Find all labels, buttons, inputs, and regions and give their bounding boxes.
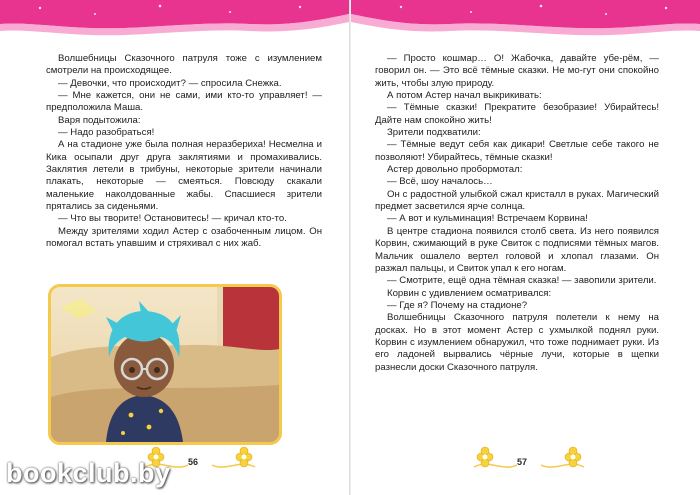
right-paragraph: Корвин с удивлением осматривался: (387, 287, 552, 299)
right-paragraph: — Всё, шоу началось… (387, 176, 493, 188)
left-paragraph: Между зрителями ходил Астер с озабоченным лицом. Он помогал встать упавшим и стряхивал с них жаб. (46, 225, 322, 250)
flower-ornament-icon (469, 437, 589, 477)
left-text-column (46, 53, 322, 251)
left-paragraph: А на стадионе уже была полная неразбериха! Несмелна и Кика осыпали друг друга заклятиями и промахивались. Заклятия летели в трибуны, некоторые зрители начинали плакать, некоторые — смеяться. Повсюду скакали маленькие наколдованные жабы. Спасшиеся зрители прятались за сиденьями. (46, 139, 322, 213)
right-text-column (375, 53, 659, 374)
left-paragraph: — Мне кажется, они не сами, ими кто-то управляет! — предположила Маша. (46, 90, 322, 114)
right-paragraph: Зрители подхватили: (387, 127, 481, 139)
left-paragraph: Волшебницы Сказочного патруля тоже с изумлением смотрели на происходящее. (46, 53, 322, 77)
top-decorative-border (0, 0, 349, 44)
right-page (351, 0, 700, 495)
right-paragraph: Волшебницы Сказочного патруля полетели к нему на досках. Но в этот момент Астер с ухмылкой поднял руки. Корвин с изумлением обнаружил, что тоже поднимает руки. Из его ладоней вырвались чёрные лучи, которые в щепки разнесли доски Сказочного патруля. (375, 312, 659, 373)
right-paragraph: — Тёмные ведут себя как дикари! Светлые себе такого не позволяют! Убирайтесь, тёмные сказки! (375, 139, 659, 163)
left-page (0, 0, 349, 495)
left-paragraph: — Что вы творите! Остановитесь! — кричал кто-то. (58, 213, 287, 225)
right-paragraph: Астер довольно пробормотал: (387, 164, 523, 176)
left-paragraph: — Девочки, что происходит? — спросила Снежка. (58, 77, 282, 89)
right-paragraph: — Просто кошмар… О! Жабочка, давайте убе-рём, — говорил он. — Это всё тёмные сказки. Не мо-гут они спокойно жить, чтобы злую природу. (375, 53, 659, 89)
left-paragraph: Варя подытожила: (58, 114, 141, 126)
page-number: 56 (188, 457, 199, 467)
right-paragraph: — Тёмные сказки! Прекратите безобразие! Убирайтесь! Дайте нам спокойно жить! (375, 102, 659, 126)
right-paragraph: Он с радостной улыбкой сжал кристалл в руках. Магический предмет засветился ярче солнца. (375, 188, 659, 213)
top-decorative-border (351, 0, 700, 44)
right-paragraph: — А вот и кульминация! Встречаем Корвина! (387, 213, 588, 225)
right-paragraph: — Где я? Почему на стадионе? (387, 299, 528, 311)
right-paragraph: — Смотрите, ещё одна тёмная сказка! — завопили зрители. (387, 275, 657, 287)
page-number: 57 (517, 457, 528, 467)
watermark: bookclub.by (6, 458, 171, 488)
character-illustration (48, 284, 282, 445)
right-paragraph: А потом Астер начал выкрикивать: (387, 90, 542, 102)
left-paragraph: — Надо разобраться! (58, 127, 155, 139)
right-paragraph: В центре стадиона появился столб света. Из него появился Корвин, сжимающий в руке Свиток с подписями тёмных магов. Мальчик ошалело вертел головой и хлопал глазами. Он разжал пальцы, и Свиток упал к его ногам. (375, 225, 659, 274)
